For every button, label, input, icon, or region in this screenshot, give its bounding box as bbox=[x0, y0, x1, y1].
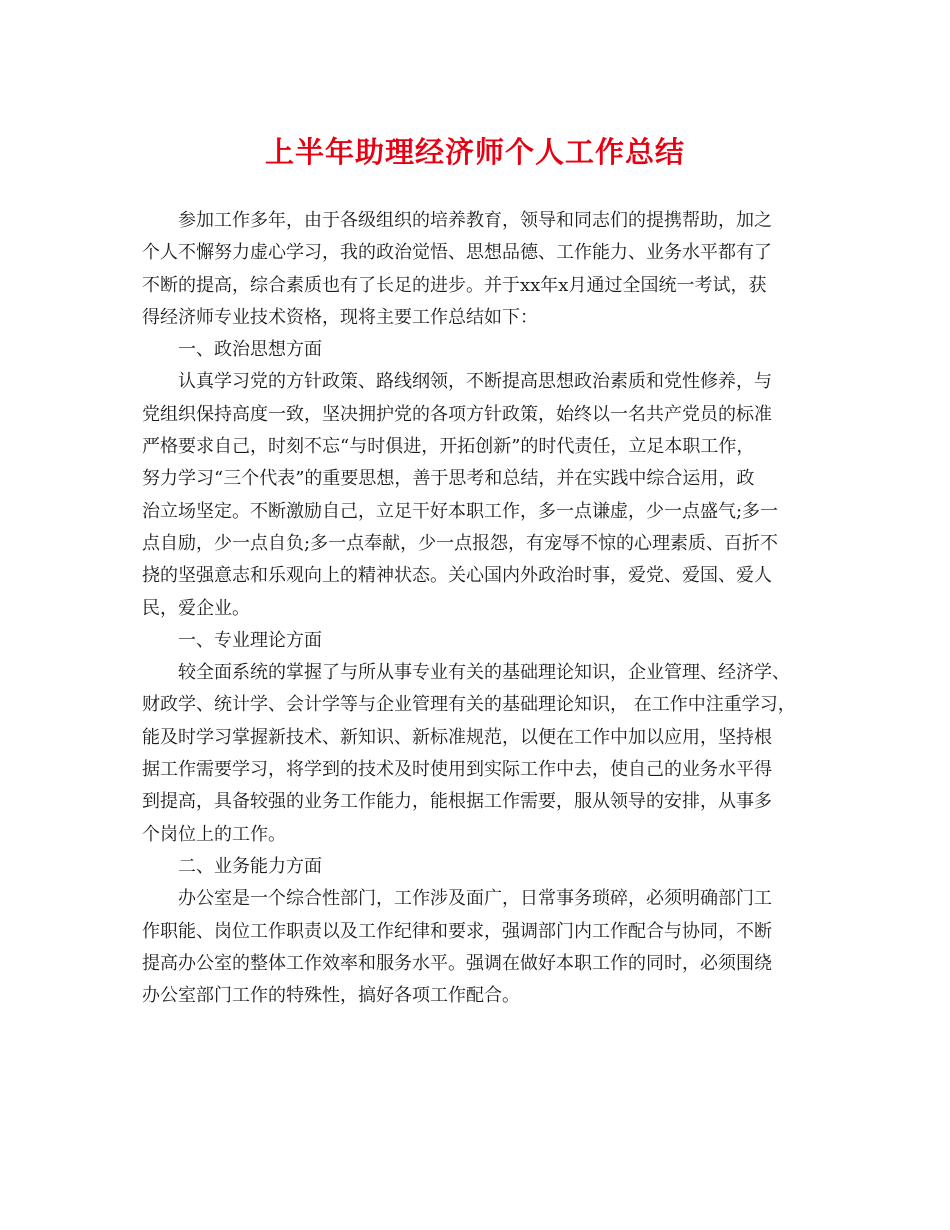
text-line: 作职能、岗位工作职责以及工作纪律和要求，强调部门内工作配合与协同，不断 bbox=[142, 920, 772, 942]
text-line: 点自励，少一点自负;多一点奉献，少一点报怨，有宠辱不惊的心理素质、百折不 bbox=[142, 532, 779, 554]
text-line: 挠的坚强意志和乐观向上的精神状态。关心国内外政治时事，爱党、爱国、爱人 bbox=[142, 565, 772, 587]
text-line: 一、政治思想方面 bbox=[178, 339, 322, 361]
text-line: 二、业务能力方面 bbox=[178, 855, 322, 877]
text-line: 民，爱企业。 bbox=[142, 597, 250, 619]
text-line: 个人不懈努力虚心学习，我的政治觉悟、思想品德、工作能力、业务水平都有了 bbox=[142, 242, 772, 264]
text-line: 到提高，具备较强的业务工作能力，能根据工作需要，服从领导的安排，从事多 bbox=[142, 791, 772, 813]
text-line: 一、专业理论方面 bbox=[178, 629, 322, 651]
text-line: 能及时学习掌握新技术、新知识、新标准规范，以便在工作中加以应用，坚持根 bbox=[142, 726, 772, 748]
document-body bbox=[142, 205, 822, 1012]
text-line: 不断的提高，综合素质也有了长足的进步。并于xx年x月通过全国统一考试，获 bbox=[142, 274, 767, 296]
text-line: 参加工作多年，由于各级组织的培养教育，领导和同志们的提携帮助，加之 bbox=[178, 210, 772, 231]
text-line: 治立场坚定。不断激励自己，立足干好本职工作，多一点谦虚，少一点盛气;多一 bbox=[142, 500, 779, 522]
text-line: 提高办公室的整体工作效率和服务水平。强调在做好本职工作的同时，必须围绕 bbox=[142, 952, 772, 974]
text-line: 据工作需要学习，将学到的技术及时使用到实际工作中去，使自己的业务水平得 bbox=[142, 759, 772, 781]
text-line: 认真学习党的方针政策、路线纲领，不断提高思想政治素质和党性修养，与 bbox=[178, 371, 772, 393]
text-line: 得经济师专业技术资格，现将主要工作总结如下： bbox=[142, 306, 538, 328]
text-line: 较全面系统的掌握了与所从事专业有关的基础理论知识，企业管理、经济学、 bbox=[178, 662, 790, 684]
text-line: 个岗位上的工作。 bbox=[142, 823, 286, 845]
text-line: 严格要求自己，时刻不忘“与时俱进，开拓创新”的时代责任，立足本职工作， bbox=[142, 436, 755, 458]
text-line: 党组织保持高度一致，坚决拥护党的各项方针政策，始终以一名共产党员的标准 bbox=[142, 403, 772, 425]
text-line: 办公室是一个综合性部门，工作涉及面广，日常事务琐碎，必须明确部门工 bbox=[178, 888, 772, 910]
text-line: 办公室部门工作的特殊性，搞好各项工作配合。 bbox=[142, 985, 520, 1007]
text-line: 财政学、统计学、会计学等与企业管理有关的基础理论知识， 在工作中注重学习， bbox=[142, 694, 796, 716]
document-title: 上半年助理经济师个人工作总结 bbox=[264, 135, 685, 169]
text-line: 努力学习“三个代表”的重要思想，善于思考和总结，并在实践中综合运用，政 bbox=[142, 468, 755, 490]
